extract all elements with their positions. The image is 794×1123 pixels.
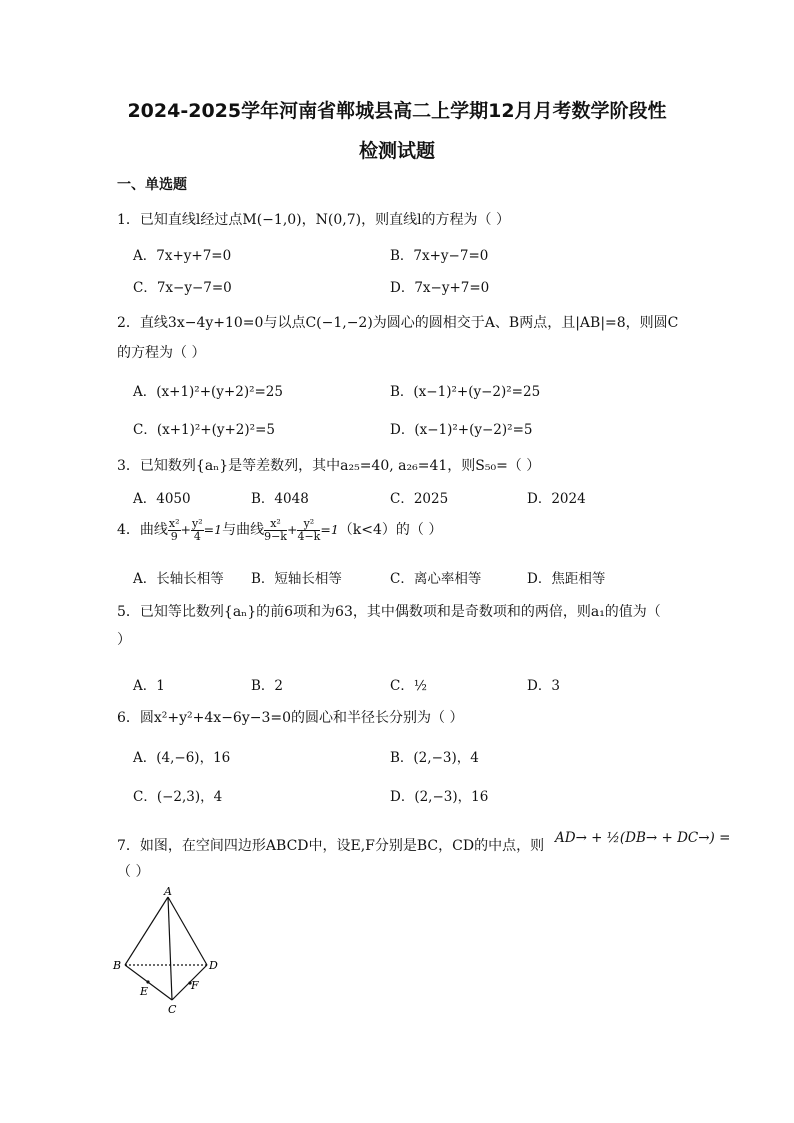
question-7-line1: 7．如图，在空间四边形ABCD中，设E,F分别是BC，CD的中点，则 — [117, 838, 545, 854]
q4-prefix: 4．曲线 — [117, 522, 168, 538]
label-f: F — [191, 979, 199, 992]
edge-ad — [168, 897, 207, 965]
question-1: 1．已知直线l经过点M(−1,0)，N(0,7)，则直线l的方程为（ ） — [117, 212, 511, 228]
question-6: 6．圆x²+y²+4x−6y−3=0的圆心和半径长分别为（ ） — [117, 710, 464, 726]
label-b: B — [113, 959, 122, 972]
q4-eq-1: =1 — [203, 522, 223, 537]
label-c: C — [168, 1003, 177, 1016]
q4-option-b[interactable]: B．短轴长相等 — [251, 571, 342, 587]
label-a: A — [164, 885, 172, 898]
q1-option-b[interactable]: B．7x+y−7=0 — [390, 248, 489, 264]
edge-ab — [125, 897, 168, 965]
q5-option-b[interactable]: B．2 — [251, 678, 284, 694]
question-5-line1: 5．已知等比数列{aₙ}的前6项和为63，其中偶数项和是奇数项和的两倍，则a₁的值为（ — [117, 604, 661, 620]
q4-frac-3: $\frac{\text{x²}}{9-k}$ — [264, 516, 287, 543]
q4-mid: 与曲线 — [222, 522, 265, 538]
q2-option-b[interactable]: B．(x−1)²+(y−2)²=25 — [390, 384, 541, 400]
point-e — [146, 980, 149, 983]
q3-option-a[interactable]: A．4050 — [133, 491, 191, 507]
q3-option-b[interactable]: B．4048 — [251, 491, 309, 507]
q4-eq-2: =1 — [320, 522, 339, 537]
section-heading: 一、单选题 — [117, 177, 187, 193]
q5-option-c[interactable]: C．½ — [390, 678, 427, 694]
q2-option-a[interactable]: A．(x+1)²+(y+2)²=25 — [133, 384, 283, 400]
question-2-line2: 的方程为（ ） — [117, 345, 206, 361]
question-5-line2: ） — [117, 632, 131, 648]
q6-option-b[interactable]: B．(2,−3)，4 — [390, 750, 479, 766]
edge-ac — [168, 897, 172, 1000]
q4-cond: （k<4）的（ ） — [338, 522, 443, 538]
q4-frac-1: $\frac{\text{x²}}{9}$ — [168, 516, 180, 543]
q2-option-d[interactable]: D．(x−1)²+(y−2)²=5 — [390, 422, 533, 438]
question-2-line1: 2．直线3x−4y+10=0与以点C(−1,−2)为圆心的圆相交于A、B两点，且|AB|=8，则圆C — [117, 315, 679, 331]
label-e: E — [140, 985, 149, 998]
q7-expression: AD→ + ½(DB→ + DC→) = — [555, 830, 731, 846]
tetrahedron-figure — [110, 885, 230, 1020]
q3-option-c[interactable]: C．2025 — [390, 491, 449, 507]
q4-frac-2: $\frac{\text{y²}}{4}$ — [192, 516, 203, 543]
question-4: 4．曲线 $\frac{\text{x²}}{9}$ + $\frac{\text{y²}}{4}$ =1与曲线 $\frac{\text{x²}}{9-k}$ + $\frac{\text{y²}}{4-k}$ =1（k<4）的（ ） — [117, 516, 443, 543]
q5-option-d[interactable]: D．3 — [527, 678, 560, 694]
question-3: 3．已知数列{aₙ}是等差数列，其中a₂₅=40, a₂₆=41，则S₅₀=（ ） — [117, 458, 541, 474]
q1-option-c[interactable]: C．7x−y−7=0 — [133, 280, 232, 296]
q4-option-a[interactable]: A．长轴长相等 — [133, 571, 224, 587]
q5-option-a[interactable]: A．1 — [133, 678, 165, 694]
q4-option-d[interactable]: D．焦距相等 — [527, 571, 606, 587]
q6-option-d[interactable]: D．(2,−3)，16 — [390, 789, 489, 805]
q4-frac-4: $\frac{\text{y²}}{4-k}$ — [297, 516, 321, 543]
q1-option-d[interactable]: D．7x−y+7=0 — [390, 280, 490, 296]
label-d: D — [209, 959, 218, 972]
q6-option-a[interactable]: A．(4,−6)，16 — [133, 750, 231, 766]
question-7-line2: （ ） — [117, 864, 150, 880]
q3-option-d[interactable]: D．2024 — [527, 491, 586, 507]
page-title-line1: 2024-2025学年河南省郸城县高二上学期12月月考数学阶段性 — [127, 100, 667, 122]
page-title-line2: 检测试题 — [358, 140, 435, 162]
q1-option-a[interactable]: A．7x+y+7=0 — [133, 248, 232, 264]
q4-option-c[interactable]: C．离心率相等 — [390, 571, 482, 587]
q6-option-c[interactable]: C．(−2,3)，4 — [133, 789, 223, 805]
q2-option-c[interactable]: C．(x+1)²+(y+2)²=5 — [133, 422, 275, 438]
